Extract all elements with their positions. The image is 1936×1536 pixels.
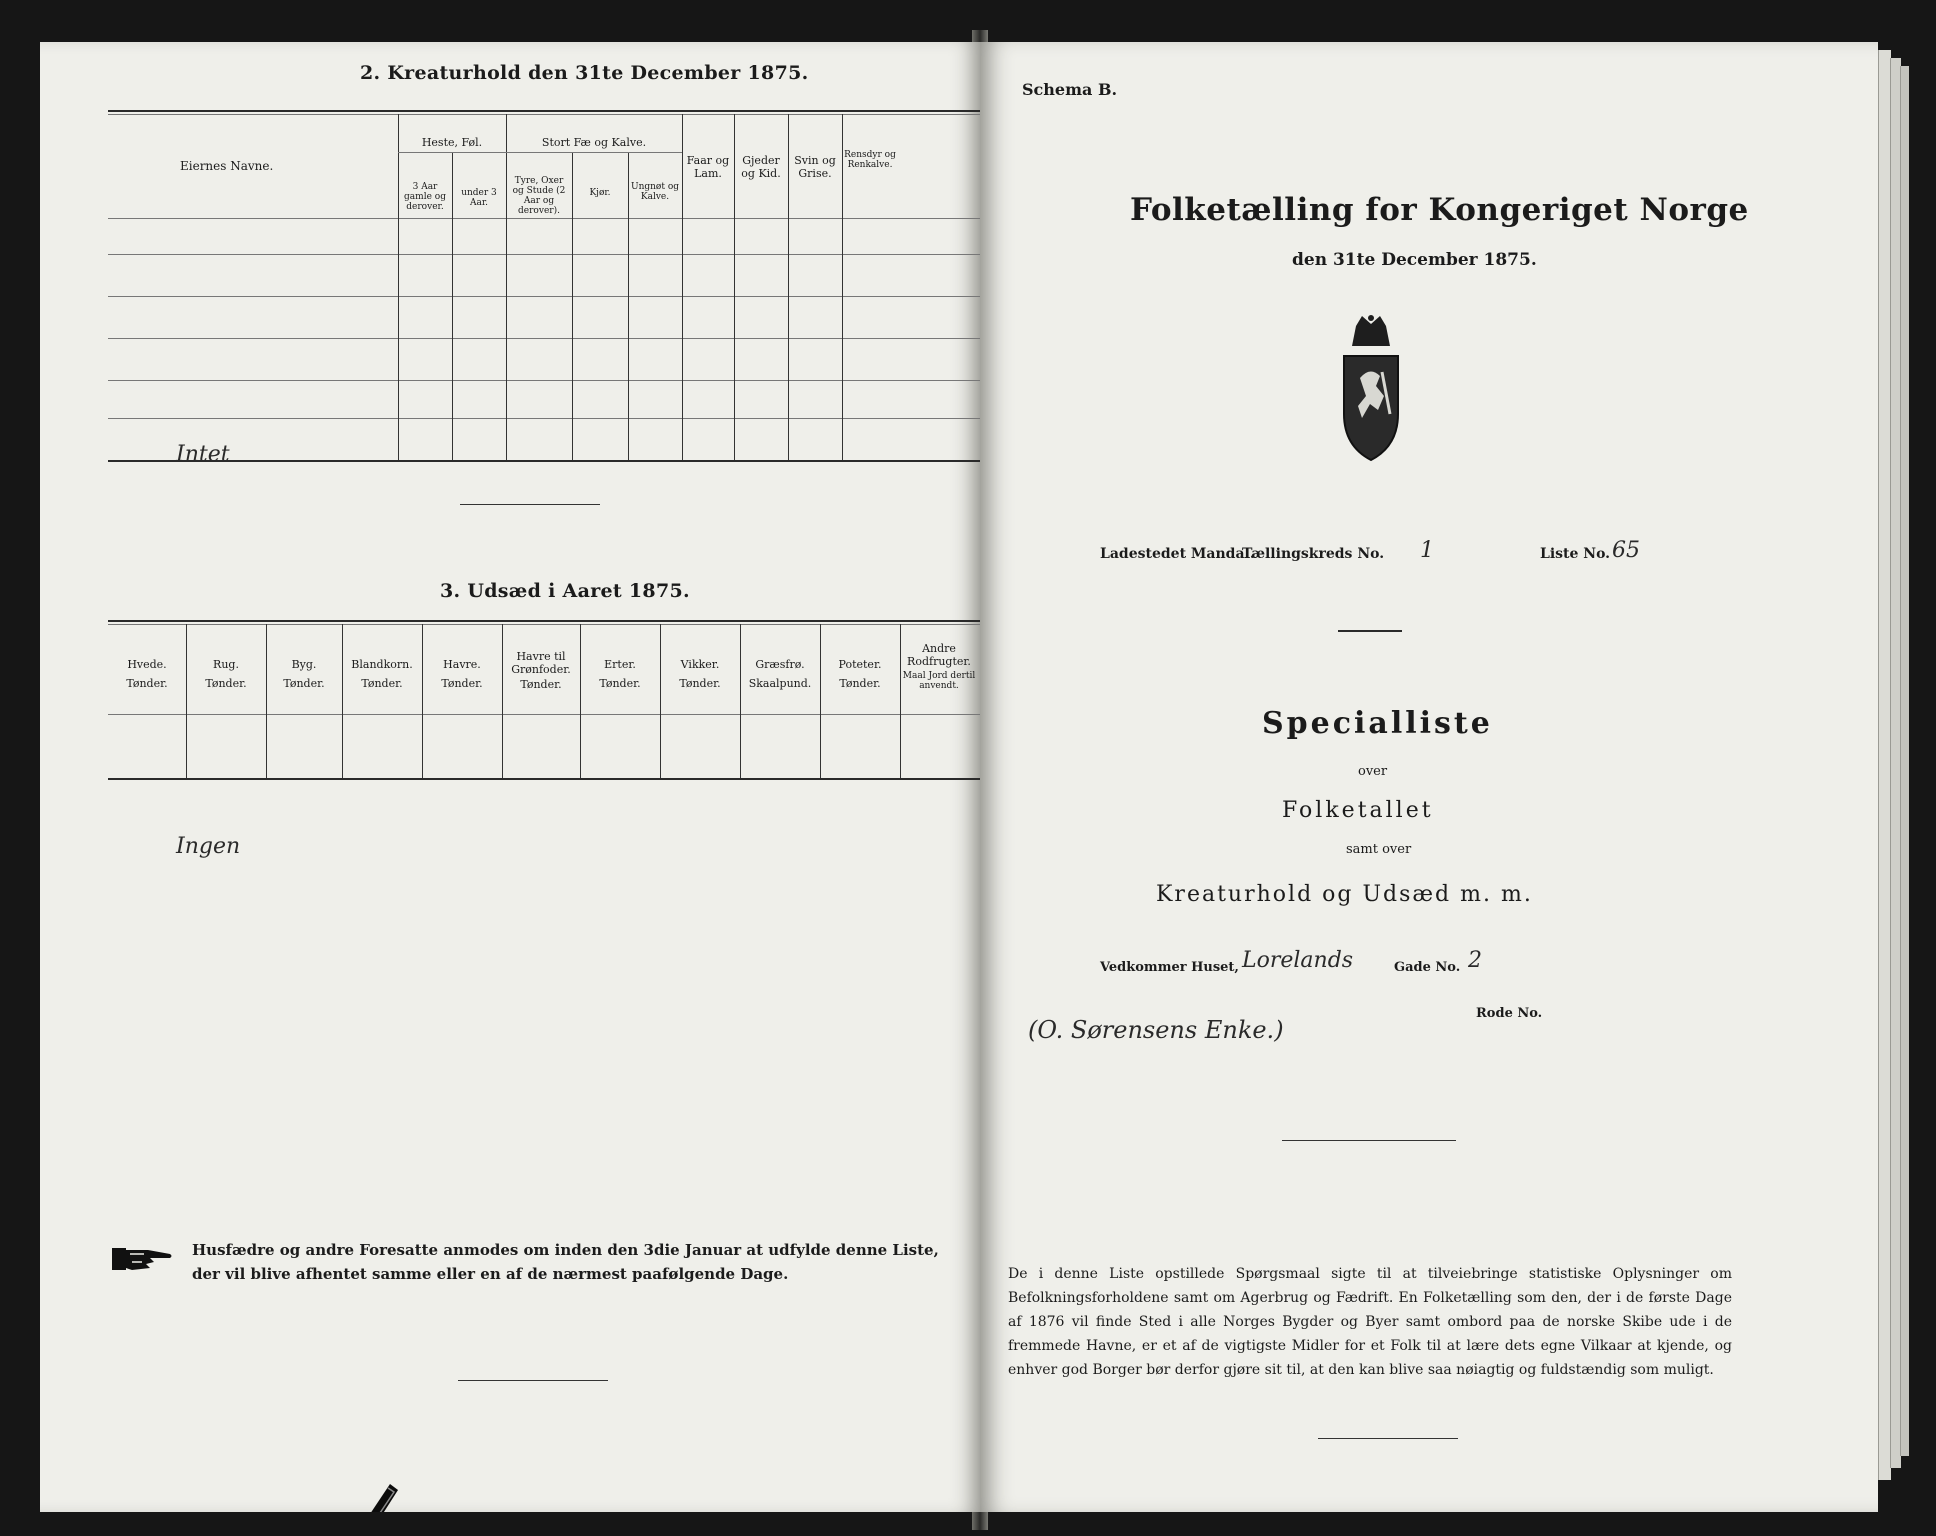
special-list-title: Specialliste: [1262, 706, 1493, 741]
seed-col-unit: Tønder.: [441, 677, 483, 690]
separator-line: [1318, 1438, 1458, 1439]
census-info-paragraph: De i denne Liste opstillede Spørgsmaal sigte til at tilveiebringe statistiske Oplysninger om Befolkningsforholdene samt om Agerbrug og Fædrift. En Folketælling som den, der i de første Dage af 1876 vil finde Sted i alle Norges Bygder og Byer samt ombord paa de norske Skibe ude i de fremmede Havne, er et af de vigtigste Midler for et Folk til at lære dets egne Vilkaar at kjende, og enhver god Borger bør derfor gjøre sit til, at den kan blive saa nøiagtig og fuldstændig som muligt.: [1008, 1266, 1732, 1378]
seed-table-top-rule-2: [108, 624, 980, 625]
pointing-hand-icon: [110, 1242, 174, 1276]
owner-name-header: Eiernes Navne.: [180, 159, 274, 173]
horses-group-header: Heste, Føl.: [421, 136, 483, 149]
col-header-horses-old: 3 Aar gamle og derover.: [404, 182, 446, 212]
norway-coat-of-arms-icon: [1326, 314, 1416, 464]
table-top-rule: [108, 110, 980, 112]
seed-col-unit: Tønder.: [679, 677, 721, 690]
also-over-text: samt over: [1346, 842, 1412, 857]
district-label: Tællingskreds No.: [1242, 546, 1385, 562]
handwritten-intet: Intet: [176, 442, 230, 467]
col-divider: [572, 152, 573, 460]
col-divider: [682, 114, 683, 460]
seed-col-unit: Tønder.: [126, 677, 168, 690]
col-divider: [628, 152, 629, 460]
separator-line: [460, 504, 600, 505]
col-divider: [580, 624, 581, 778]
col-divider: [422, 624, 423, 778]
seed-col-unit: Tønder.: [839, 677, 881, 690]
col-header-cows: Kjør.: [589, 188, 611, 198]
separator-line: [1282, 1140, 1456, 1141]
seed-col-unit: Tønder.: [361, 677, 403, 690]
right-page: [980, 42, 1878, 1512]
seed-col-unit: Skaalpund.: [748, 677, 812, 690]
seed-col-potatoes: Poteter.: [838, 658, 882, 671]
seed-col-oats: Havre.: [443, 658, 481, 671]
col-divider: [342, 624, 343, 778]
col-divider: [506, 114, 507, 460]
seed-col-mixed-grain: Blandkorn.: [351, 658, 413, 671]
table-top-rule-2: [108, 114, 980, 115]
rode-number-label: Rode No.: [1476, 1006, 1543, 1021]
col-header-goats: Gjeder og Kid.: [741, 154, 781, 180]
census-date: den 31te December 1875.: [1292, 250, 1537, 270]
col-divider: [186, 624, 187, 778]
col-header-young-cattle: Ungnøt og Kalve.: [630, 182, 679, 202]
table-row-rule: [108, 338, 980, 339]
district-number: 1: [1420, 538, 1434, 563]
seed-col-unit: Tønder.: [520, 678, 562, 691]
house-label: Vedkommer Huset,: [1100, 960, 1239, 975]
seed-col-barley: Byg.: [291, 658, 317, 671]
street-number-label: Gade No.: [1394, 960, 1461, 975]
cattle-group-header: Stort Fæ og Kalve.: [541, 136, 647, 149]
seed-col-peas: Erter.: [604, 658, 636, 671]
seed-col-grass-seed: Græsfrø.: [755, 658, 805, 671]
census-title: Folketælling for Kongeriget Norge: [1130, 192, 1749, 228]
over-text: over: [1358, 764, 1388, 779]
list-label: Liste No.: [1540, 546, 1611, 562]
seed-table-top-rule: [108, 620, 980, 622]
seed-col-green-fodder: Havre til Grønfoder.: [511, 650, 571, 676]
separator-line: [458, 1380, 608, 1381]
separator-line: [1338, 630, 1402, 632]
table-row-rule: [108, 380, 980, 381]
handwritten-ingen: Ingen: [176, 834, 241, 859]
col-divider: [734, 114, 735, 460]
col-divider: [820, 624, 821, 778]
table-header-rule: [108, 218, 980, 219]
seed-col-wheat: Hvede.: [127, 658, 167, 671]
seed-col-unit: Tønder.: [599, 677, 641, 690]
col-divider: [740, 624, 741, 778]
col-divider: [660, 624, 661, 778]
col-divider: [452, 152, 453, 460]
col-divider: [900, 624, 901, 778]
col-header-sheep: Faar og Lam.: [686, 154, 730, 180]
table-row-rule: [108, 296, 980, 297]
col-divider: [502, 624, 503, 778]
house-owner-handwritten: (O. Sørensens Enke.): [1028, 1016, 1284, 1044]
left-page: [40, 42, 980, 1512]
col-header-horses-young: under 3 Aar.: [461, 188, 497, 208]
street-name: Lorelands: [1242, 948, 1354, 973]
seed-col-unit: Tønder.: [283, 677, 325, 690]
seed-table-bottom-rule: [108, 778, 980, 780]
col-header-reindeer: Rensdyr og Renkalve.: [844, 150, 896, 170]
col-divider: [842, 114, 843, 460]
table-bottom-rule: [108, 460, 980, 462]
notice-text: Husfædre og andre Foresatte anmodes om inden den 3die Januar at udfylde denne Liste, der vil blive afhentet samme eller en af de nærmest paafølgende Dage.: [192, 1241, 939, 1283]
seed-col-vetch: Vikker.: [680, 658, 720, 671]
seed-table-header-rule: [108, 714, 980, 715]
seed-col-unit: Maal Jord dertil anvendt.: [902, 671, 976, 691]
street-number: 2: [1468, 948, 1482, 973]
col-header-pigs: Svin og Grise.: [794, 154, 836, 180]
col-divider: [788, 114, 789, 460]
group-header-rule: [398, 152, 682, 153]
population-heading: Folketallet: [1282, 798, 1434, 823]
col-divider: [398, 114, 399, 460]
seed-col-unit: Tønder.: [205, 677, 247, 690]
table-row-rule: [108, 418, 980, 419]
section-3-title: 3. Udsæd i Aaret 1875.: [440, 580, 690, 602]
col-divider: [266, 624, 267, 778]
livestock-seed-subtitle: Kreaturhold og Udsæd m. m.: [1156, 882, 1533, 907]
location-label: Ladestedet Mandal.: [1100, 546, 1255, 562]
pen-icon: [332, 1482, 402, 1512]
col-header-bulls: Tyre, Oxer og Stude (2 Aar og derover).: [512, 176, 566, 216]
list-number: 65: [1612, 538, 1640, 563]
page-edge: [1900, 66, 1909, 1456]
table-row-rule: [108, 254, 980, 255]
section-2-title: 2. Kreaturhold den 31te December 1875.: [360, 62, 809, 84]
schema-label: Schema B.: [1022, 80, 1118, 99]
seed-col-rye: Rug.: [213, 658, 239, 671]
seed-col-root-crops: Andre Rodfrugter.: [907, 642, 971, 668]
